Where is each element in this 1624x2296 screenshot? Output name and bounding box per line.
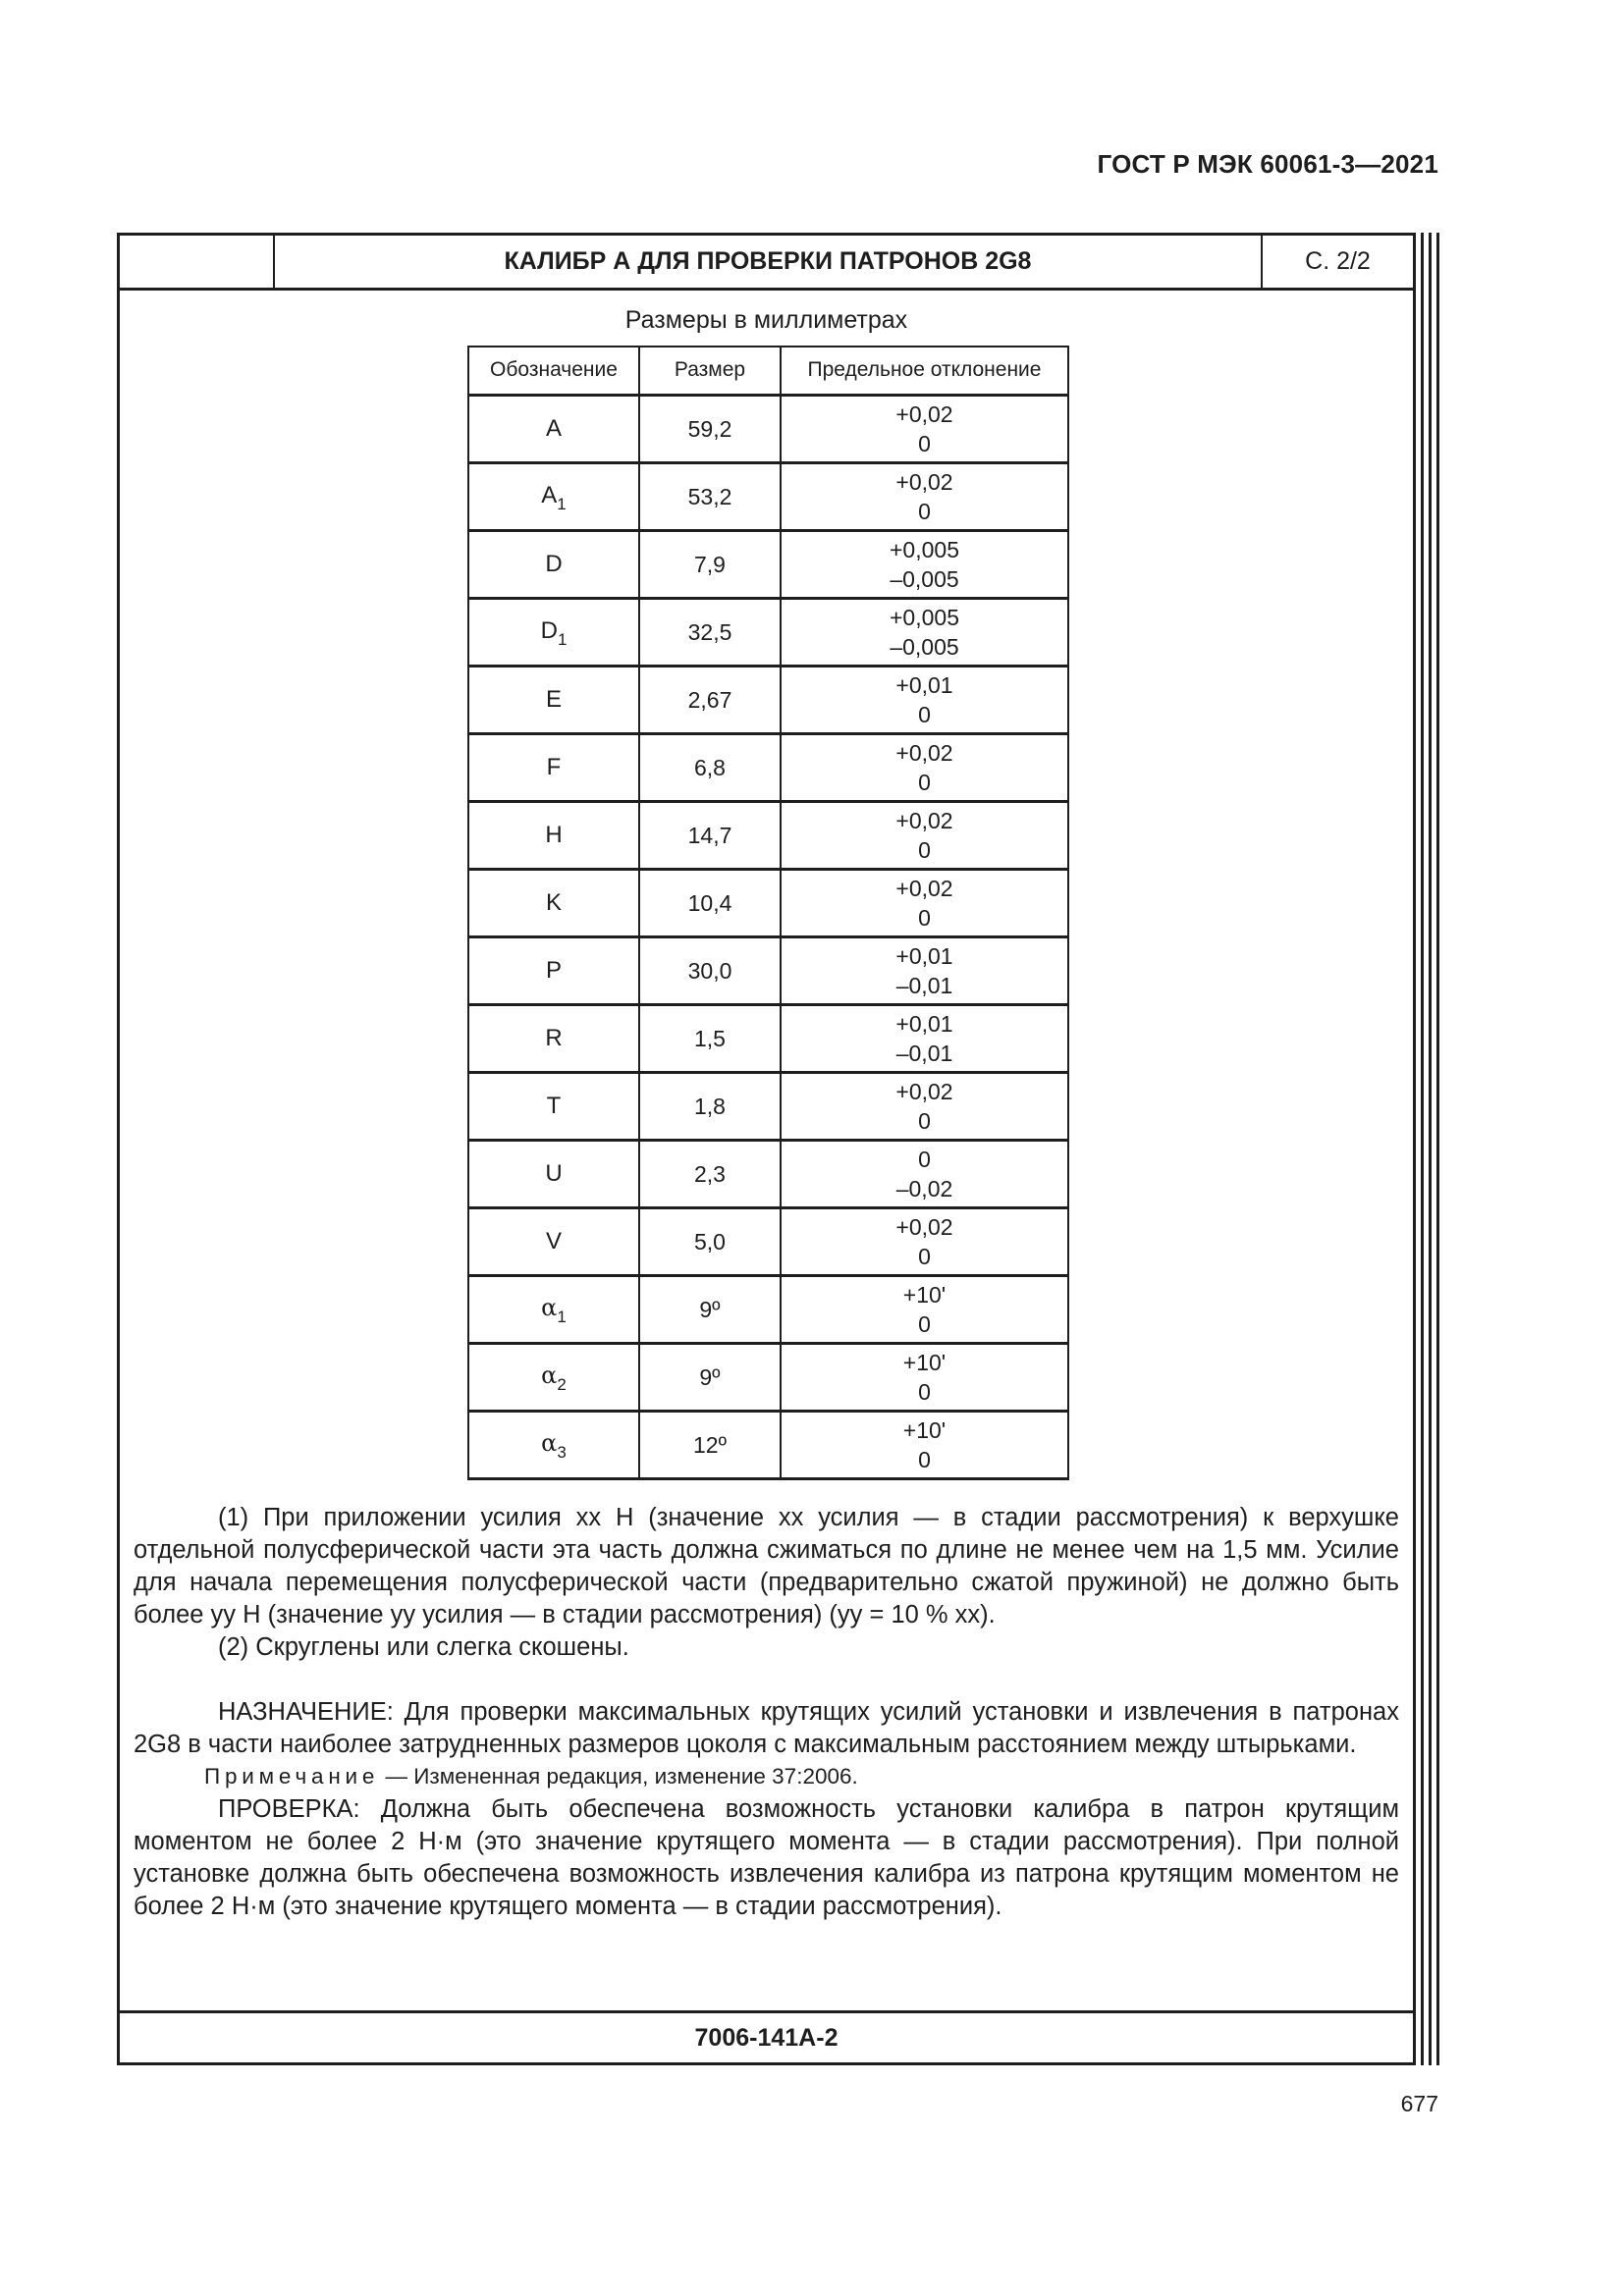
size-cell: 5,0 bbox=[639, 1207, 781, 1275]
tolerance-cell bbox=[781, 530, 1068, 598]
designation-symbol: D bbox=[540, 617, 558, 644]
tolerance-cell bbox=[781, 1072, 1068, 1140]
remark bbox=[204, 1764, 858, 1789]
tolerance-cell bbox=[781, 733, 1068, 801]
designation-symbol: α bbox=[541, 1294, 558, 1321]
tolerance-lower: –0,01 bbox=[895, 972, 953, 998]
designation-symbol: α bbox=[541, 1429, 558, 1457]
designation-symbol: K bbox=[545, 889, 562, 916]
tolerance-upper: +0,02 bbox=[895, 400, 953, 427]
tolerance-upper: +0,02 bbox=[895, 807, 953, 833]
size-cell: 2,67 bbox=[639, 666, 781, 733]
tolerance-upper: +0,02 bbox=[895, 468, 953, 495]
table-row bbox=[468, 869, 1068, 936]
tolerance-lower: 0 bbox=[918, 430, 931, 456]
table-row bbox=[468, 666, 1068, 733]
designation-subscript: 1 bbox=[557, 630, 568, 649]
designation-cell bbox=[468, 462, 639, 530]
designation-cell bbox=[468, 936, 639, 1004]
size-cell: 1,5 bbox=[639, 1004, 781, 1072]
designation-cell bbox=[468, 801, 639, 869]
tolerance-lower: 0 bbox=[918, 1378, 931, 1405]
designation-symbol: V bbox=[545, 1228, 562, 1255]
tolerance-upper: 0 bbox=[918, 1146, 931, 1172]
designation-cell bbox=[468, 530, 639, 598]
designation-cell bbox=[468, 1072, 639, 1140]
tolerance-lower: 0 bbox=[918, 498, 931, 524]
tolerance-lower: 0 bbox=[918, 904, 931, 931]
tolerance-upper: +0,01 bbox=[895, 671, 953, 698]
size-cell: 1,8 bbox=[639, 1072, 781, 1140]
tolerance-cell bbox=[781, 1343, 1068, 1411]
designation-symbol: α bbox=[541, 1362, 558, 1389]
note-1: (1) При приложении усилия хх Н (значение хх усилия — в стадии рассмотрения) к верхушке отдельной полусферической части эта часть должна сжиматься по длине не менее чем на 1,5 мм. Усилие для начала перемещения полусферической части (предварительно сжатой пружиной) не должно быть более уу Н (значение уу усилия — в стадии рассмотрения) (уу = 10 % хх). bbox=[134, 1504, 1399, 1629]
tolerance-upper: +0,02 bbox=[895, 1078, 953, 1104]
table-row bbox=[468, 1207, 1068, 1275]
tolerance-cell bbox=[781, 1411, 1068, 1478]
frame-outer-rule-3 bbox=[1436, 233, 1439, 2065]
tolerance-upper: +0,01 bbox=[895, 942, 953, 969]
designation-symbol: P bbox=[545, 957, 562, 984]
tolerance-upper: +0,005 bbox=[890, 536, 959, 562]
tolerance-cell bbox=[781, 936, 1068, 1004]
table-row bbox=[468, 1140, 1068, 1207]
tolerance-lower: 0 bbox=[918, 1446, 931, 1472]
table-row bbox=[468, 462, 1068, 530]
designation-symbol: D bbox=[545, 551, 563, 577]
tolerance-upper: +10' bbox=[902, 1349, 947, 1375]
sheet-number: 7006-141A-2 bbox=[120, 2010, 1413, 2062]
designation-symbol: A bbox=[541, 482, 558, 508]
tolerance-cell bbox=[781, 1140, 1068, 1207]
designation-cell bbox=[468, 869, 639, 936]
designation-symbol: F bbox=[546, 754, 562, 780]
table-row bbox=[468, 1004, 1068, 1072]
designation-cell bbox=[468, 666, 639, 733]
table-row bbox=[468, 530, 1068, 598]
designation-subscript: 1 bbox=[557, 1308, 567, 1326]
check-paragraph: ПРОВЕРКА: Должна быть обеспечена возможность установки калибра в патрон крутящим моментом не более 2 Н·м (это значение крутящего момента — в стадии рассмотрения). При полной установке должна быть обеспечена возможность извлечения калибра из патрона крутящим моментом не более 2 Н·м (это значение крутящего момента — в стадии рассмотрения). bbox=[134, 1795, 1399, 1920]
header-size: Размер bbox=[639, 347, 781, 395]
size-cell: 2,3 bbox=[639, 1140, 781, 1207]
tolerance-cell bbox=[781, 1275, 1068, 1343]
table-row bbox=[468, 1343, 1068, 1411]
drawing-sheet-frame bbox=[117, 233, 1416, 2065]
header-designation: Обозначение bbox=[468, 347, 639, 395]
sheet-title: КАЛИБР А ДЛЯ ПРОВЕРКИ ПАТРОНОВ 2G8 bbox=[275, 236, 1263, 288]
tolerance-cell bbox=[781, 1004, 1068, 1072]
size-cell: 9º bbox=[639, 1343, 781, 1411]
table-row bbox=[468, 733, 1068, 801]
designation-symbol: E bbox=[545, 686, 562, 713]
table-row bbox=[468, 1072, 1068, 1140]
tolerance-lower: 0 bbox=[918, 1243, 931, 1269]
table-body bbox=[468, 395, 1068, 1478]
tolerance-lower: 0 bbox=[918, 1310, 931, 1337]
tolerance-cell bbox=[781, 462, 1068, 530]
tolerance-cell bbox=[781, 598, 1068, 666]
tolerance-cell bbox=[781, 801, 1068, 869]
tolerance-upper: +0,02 bbox=[895, 739, 953, 766]
sheet-header bbox=[120, 236, 1413, 291]
size-cell: 53,2 bbox=[639, 462, 781, 530]
tolerance-upper: +10' bbox=[902, 1416, 947, 1443]
page-number: 677 bbox=[1400, 2091, 1438, 2116]
header-empty-cell bbox=[120, 236, 275, 288]
designation-cell bbox=[468, 1207, 639, 1275]
tolerance-upper: +0,02 bbox=[895, 875, 953, 901]
designation-cell bbox=[468, 1004, 639, 1072]
designation-subscript: 3 bbox=[557, 1443, 567, 1462]
tolerance-lower: –0,005 bbox=[890, 565, 959, 592]
designation-cell bbox=[468, 1275, 639, 1343]
size-cell: 7,9 bbox=[639, 530, 781, 598]
tolerance-lower: 0 bbox=[918, 701, 931, 727]
tolerance-lower: –0,005 bbox=[890, 633, 959, 660]
table-row bbox=[468, 1411, 1068, 1478]
table-row bbox=[468, 598, 1068, 666]
tolerance-lower: –0,02 bbox=[895, 1175, 953, 1201]
sheet-page: С. 2/2 bbox=[1305, 247, 1371, 275]
table-header-row bbox=[468, 347, 1068, 395]
designation-cell bbox=[468, 1140, 639, 1207]
designation-cell bbox=[468, 733, 639, 801]
tolerance-upper: +0,01 bbox=[895, 1010, 953, 1037]
notes-section bbox=[134, 1502, 1399, 1923]
units-caption: Размеры в миллиметрах bbox=[624, 306, 908, 334]
designation-cell bbox=[468, 598, 639, 666]
size-cell: 32,5 bbox=[639, 598, 781, 666]
frame-outer-rule-2 bbox=[1429, 233, 1432, 2065]
designation-symbol: A bbox=[545, 415, 562, 442]
tolerance-upper: +0,02 bbox=[895, 1213, 953, 1240]
designation-subscript: 1 bbox=[557, 495, 567, 513]
size-cell: 9º bbox=[639, 1275, 781, 1343]
purpose-paragraph: НАЗНАЧЕНИЕ: Для проверки максимальных крутящих усилий установки и извлечения в патронах 2G8 в части наиболее затрудненных размеров цоколя с максимальным расстоянием между штырьками. bbox=[134, 1698, 1399, 1758]
remark-text: — Измененная редакция, изменение 37:2006. bbox=[379, 1764, 858, 1789]
size-cell: 59,2 bbox=[639, 395, 781, 462]
designation-symbol: T bbox=[546, 1093, 562, 1119]
designation-symbol: U bbox=[545, 1160, 563, 1187]
table-row bbox=[468, 936, 1068, 1004]
designation-cell bbox=[468, 395, 639, 462]
tolerance-cell bbox=[781, 1207, 1068, 1275]
designation-cell bbox=[468, 1343, 639, 1411]
designation-cell bbox=[468, 1411, 639, 1478]
tolerance-lower: 0 bbox=[918, 1107, 931, 1134]
tolerance-lower: 0 bbox=[918, 769, 931, 795]
note-2: (2) Скруглены или слегка скошены. bbox=[218, 1633, 629, 1661]
designation-symbol: H bbox=[545, 822, 563, 848]
tolerance-upper: +10' bbox=[902, 1281, 947, 1308]
tolerance-upper: +0,005 bbox=[890, 604, 959, 630]
size-cell: 10,4 bbox=[639, 869, 781, 936]
designation-symbol: R bbox=[545, 1025, 563, 1051]
header-tolerance: Предельное отклонение bbox=[781, 347, 1068, 395]
tolerance-lower: 0 bbox=[918, 836, 931, 863]
tolerance-cell bbox=[781, 666, 1068, 733]
designation-subscript: 2 bbox=[557, 1375, 567, 1394]
table-row bbox=[468, 1275, 1068, 1343]
tolerance-cell bbox=[781, 869, 1068, 936]
standard-code: ГОСТ Р МЭК 60061-3—2021 bbox=[1097, 149, 1438, 179]
tolerance-lower: –0,01 bbox=[895, 1040, 953, 1066]
dimensions-table bbox=[467, 346, 1069, 1480]
remark-label: Примечание bbox=[204, 1764, 380, 1789]
table-row bbox=[468, 395, 1068, 462]
table-row bbox=[468, 801, 1068, 869]
tolerance-cell bbox=[781, 395, 1068, 462]
frame-outer-rule-1 bbox=[1421, 233, 1424, 2065]
size-cell: 30,0 bbox=[639, 936, 781, 1004]
size-cell: 14,7 bbox=[639, 801, 781, 869]
size-cell: 6,8 bbox=[639, 733, 781, 801]
size-cell: 12º bbox=[639, 1411, 781, 1478]
